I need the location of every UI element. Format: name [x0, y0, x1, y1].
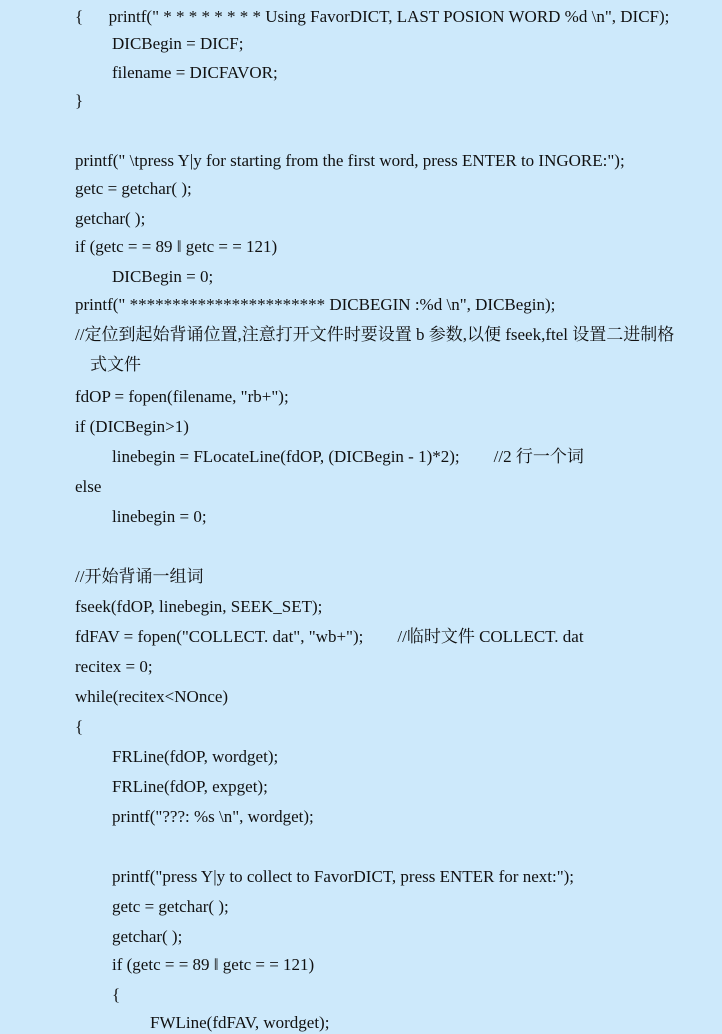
code-line: recitex = 0; [75, 657, 153, 676]
code-line: printf("press Y|y to collect to FavorDICT, press ENTER for next:"); [112, 867, 575, 886]
code-line: { printf(" * * * * * * * * Using FavorDICT, LAST POSION WORD %d \n", DICF); [75, 7, 670, 26]
code-line: //定位到起始背诵位置,注意打开文件时要设置 b 参数,以便 fseek,ftel 设置二进制格 [75, 325, 675, 344]
code-line: else [75, 477, 102, 496]
code-line: FRLine(fdOP, expget); [112, 777, 268, 796]
code-line: DICBegin = 0; [112, 267, 214, 286]
code-line: } [75, 91, 84, 110]
code-line: FWLine(fdFAV, wordget); [150, 1013, 330, 1032]
code-line: getchar( ); [112, 927, 183, 946]
code-line: if (DICBegin>1) [75, 417, 189, 436]
code-line: if (getc = = 89 ‖ getc = = 121) [75, 237, 278, 256]
code-line: printf("???: %s \n", wordget); [112, 807, 314, 826]
code-line: 式文件 [90, 355, 141, 374]
code-line: DICBegin = DICF; [112, 34, 244, 53]
code-line: fdFAV = fopen("COLLECT. dat", "wb+"); //临时文件 COLLECT. dat [75, 627, 584, 646]
code-line: fseek(fdOP, linebegin, SEEK_SET); [75, 597, 323, 616]
code-line: linebegin = FLocateLine(fdOP, (DICBegin - 1)*2); //2 行一个词 [112, 447, 584, 466]
code-line: linebegin = 0; [112, 507, 207, 526]
code-line: printf(" \tpress Y|y for starting from the first word, press ENTER to INGORE:"); [75, 151, 625, 170]
code-line: getc = getchar( ); [112, 897, 229, 916]
code-line: filename = DICFAVOR; [112, 63, 278, 82]
code-line: while(recitex<NOnce) [75, 687, 229, 706]
code-line: getchar( ); [75, 209, 146, 228]
code-line: //开始背诵一组词 [75, 567, 204, 586]
code-line: printf(" *********************** DICBEGIN :%d \n", DICBegin); [75, 295, 556, 314]
code-line: FRLine(fdOP, wordget); [112, 747, 279, 766]
code-line: fdOP = fopen(filename, "rb+"); [75, 387, 289, 406]
code-line: if (getc = = 89 ‖ getc = = 121) [112, 955, 315, 974]
code-line: getc = getchar( ); [75, 179, 192, 198]
code-line: { [75, 717, 84, 736]
code-line: { [112, 985, 121, 1004]
